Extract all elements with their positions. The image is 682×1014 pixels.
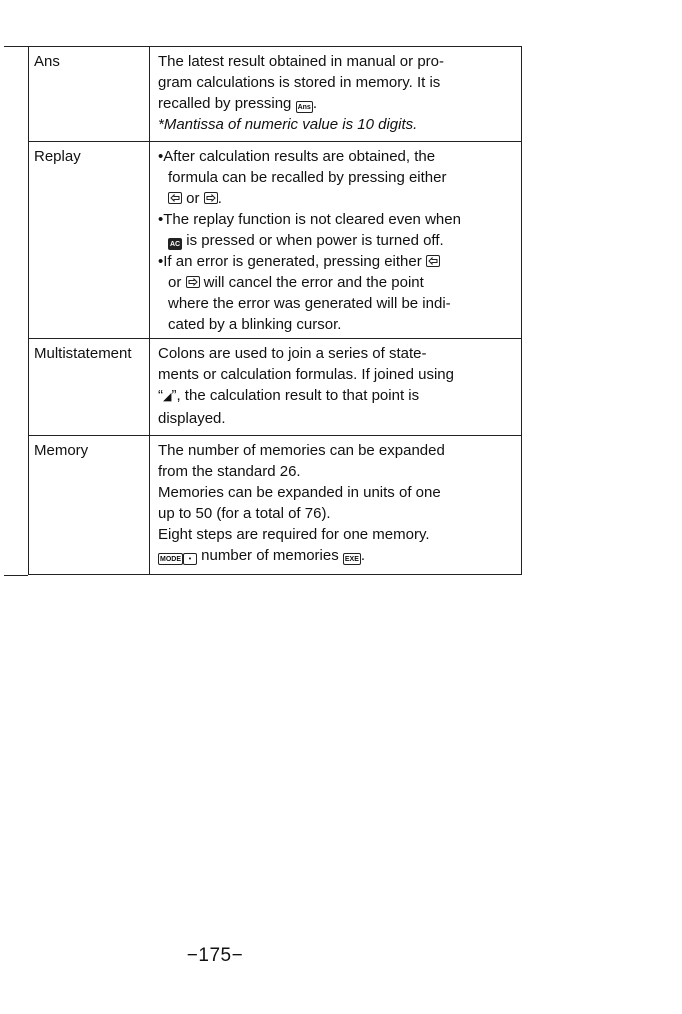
desc-line: Colons are used to join a series of state- (158, 345, 427, 362)
desc-line: Memories can be expanded in units of one (158, 484, 441, 501)
desc-line (158, 188, 517, 209)
desc-line (158, 230, 517, 251)
desc-line: The latest result obtained in manual or pro- (158, 53, 444, 70)
function-table (28, 46, 522, 575)
mode-key-icon: MODE (158, 553, 183, 565)
desc-line: ments or calculation formulas. If joined using (158, 366, 454, 383)
desc-line: displayed. (158, 410, 226, 427)
desc-line: Eight steps are required for one memory. (158, 526, 430, 543)
desc-line: from the standard 26. (158, 463, 301, 480)
desc-line: formula can be recalled by pressing either (168, 169, 447, 186)
desc-line (158, 385, 517, 408)
dot-key-icon: • (183, 553, 197, 565)
term-multistatement: Multistatement (29, 339, 150, 435)
desc-text: recalled by pressing (158, 95, 296, 112)
desc-text: , the calculation result to that point is (176, 387, 420, 404)
description-memory (150, 436, 521, 574)
term-replay: Replay (29, 142, 150, 338)
desc-text: or (168, 274, 186, 291)
table-row-multistatement (28, 339, 522, 436)
desc-text: ” (171, 387, 177, 404)
desc-text: number of memories (197, 547, 343, 564)
desc-line (158, 93, 517, 114)
desc-line (158, 545, 517, 566)
term-ans: Ans (29, 47, 150, 141)
desc-text: . (312, 95, 317, 112)
desc-line: •After calculation results are obtained, the (158, 148, 436, 165)
desc-text: is pressed or when power is turned off. (182, 232, 444, 249)
desc-text: •If an error is generated, pressing either (158, 253, 422, 270)
table-row-ans (28, 47, 522, 142)
mantissa-note: *Mantissa of numeric value is 10 digits. (158, 116, 418, 133)
desc-line: •The replay function is not cleared even when (158, 211, 461, 228)
left-rule-bottom (4, 575, 28, 576)
desc-line: cated by a blinking cursor. (168, 316, 342, 333)
ans-key-icon: Ans (296, 101, 313, 113)
left-arrow-key-icon (426, 255, 440, 267)
table-row-memory (28, 436, 522, 575)
right-arrow-key-icon (204, 192, 218, 204)
desc-line (158, 272, 517, 293)
desc-text: . (217, 190, 222, 207)
desc-text: or (182, 190, 204, 207)
desc-text: “ (158, 387, 163, 404)
left-arrow-key-icon (168, 192, 182, 204)
desc-line (158, 251, 517, 272)
exe-key-icon: EXE (343, 553, 361, 565)
desc-line: up to 50 (for a total of 76). (158, 505, 331, 522)
desc-text: will cancel the error and the point (199, 274, 424, 291)
description-replay (150, 142, 521, 338)
page-number: −175− (186, 945, 244, 966)
ac-key-icon: AC (168, 238, 182, 250)
desc-line: The number of memories can be expanded (158, 442, 445, 459)
table-row-replay (28, 142, 522, 339)
desc-line: gram calculations is stored in memory. It is (158, 74, 441, 91)
term-memory: Memory (29, 436, 150, 574)
description-multistatement (150, 339, 521, 435)
desc-text: . (360, 547, 366, 564)
left-rule-top (4, 46, 28, 47)
desc-line: where the error was generated will be indi- (168, 295, 451, 312)
description-ans (150, 47, 521, 141)
display-triangle-icon: ◢ (163, 391, 172, 403)
right-arrow-key-icon (186, 276, 200, 288)
